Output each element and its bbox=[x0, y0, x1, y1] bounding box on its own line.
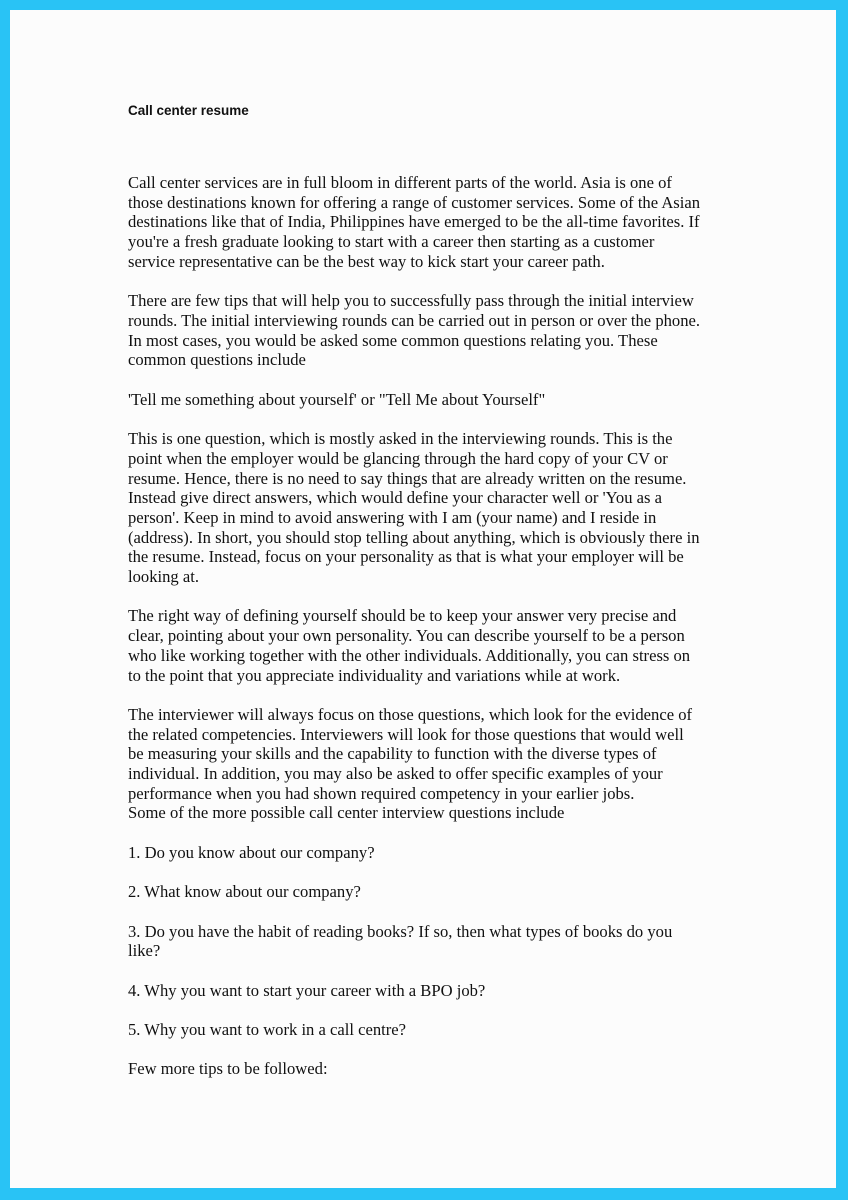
text-line: Few more tips to be followed: bbox=[128, 1059, 328, 1079]
text-line: 5. Why you want to work in a call centre? bbox=[128, 1020, 407, 1040]
text-line: There are few tips that will help you to successfully pass through the initial interview bbox=[128, 291, 694, 311]
paragraph bbox=[128, 390, 768, 410]
paragraph bbox=[128, 922, 768, 961]
text-line: resume. Hence, there is no need to say things that are already written on the resume. bbox=[128, 468, 687, 488]
paragraph bbox=[128, 1020, 768, 1040]
paragraph bbox=[128, 882, 768, 902]
paragraph bbox=[128, 606, 768, 685]
text-line: performance when you had shown required competency in your earlier jobs. bbox=[128, 783, 635, 803]
text-line: (address). In short, you should stop telling about anything, which is obviously there in bbox=[128, 527, 700, 547]
text-line: In most cases, you would be asked some common questions relating you. These bbox=[128, 330, 658, 350]
paragraph bbox=[128, 291, 768, 370]
text-line: common questions include bbox=[128, 350, 306, 370]
text-line: destinations like that of India, Philippines have emerged to be the all-time favorites. If bbox=[128, 212, 700, 232]
text-line: 4. Why you want to start your career with a BPO job? bbox=[128, 980, 486, 1000]
text-line: 'Tell me something about yourself' or "Tell Me about Yourself" bbox=[128, 389, 546, 409]
paragraph bbox=[128, 173, 768, 272]
text-line: point when the employer would be glancing through the hard copy of your CV or bbox=[128, 448, 668, 468]
paragraph bbox=[128, 429, 768, 587]
text-line: This is one question, which is mostly asked in the interviewing rounds. This is the bbox=[128, 429, 673, 449]
text-line: the resume. Instead, focus on your personality as that is what your employer will be bbox=[128, 547, 684, 567]
text-line: Some of the more possible call center interview questions include bbox=[128, 803, 565, 823]
text-line: service representative can be the best way to kick start your career path. bbox=[128, 251, 605, 271]
text-line: Instead give direct answers, which would define your character well or 'You as a bbox=[128, 488, 662, 508]
document-body bbox=[128, 173, 768, 1099]
paragraph bbox=[128, 705, 768, 823]
text-line: those destinations known for offering a range of customer services. Some of the Asian bbox=[128, 192, 701, 212]
text-line: clear, pointing about your own personality. You can describe yourself to be a person bbox=[128, 626, 685, 646]
paragraph bbox=[128, 981, 768, 1001]
paragraph bbox=[128, 1059, 768, 1079]
text-line: The interviewer will always focus on those questions, which look for the evidence of bbox=[128, 704, 693, 724]
text-line: you're a fresh graduate looking to start with a career then starting as a customer bbox=[128, 232, 655, 252]
text-line: Call center services are in full bloom in different parts of the world. Asia is one of bbox=[128, 173, 672, 192]
text-line: like? bbox=[128, 941, 161, 961]
text-line: the related competencies. Interviewers will look for those questions that would well bbox=[128, 724, 684, 744]
text-line: to the point that you appreciate individuality and variations while at work. bbox=[128, 665, 621, 685]
document-title: Call center resume bbox=[128, 103, 249, 118]
text-line: looking at. bbox=[128, 567, 199, 587]
text-line: The right way of defining yourself should be to keep your answer very precise and bbox=[128, 606, 677, 626]
text-line: person'. Keep in mind to avoid answering with I am (your name) and I reside in bbox=[128, 507, 657, 527]
text-line: 2. What know about our company? bbox=[128, 882, 361, 902]
paragraph bbox=[128, 843, 768, 863]
text-line: individual. In addition, you may also be asked to offer specific examples of your bbox=[128, 764, 663, 784]
text-line: who like working together with the other individuals. Additionally, you can stress on bbox=[128, 645, 691, 665]
text-line: be measuring your skills and the capability to function with the diverse types of bbox=[128, 744, 657, 764]
text-line: 1. Do you know about our company? bbox=[128, 842, 375, 862]
text-line: 3. Do you have the habit of reading books? If so, then what types of books do you bbox=[128, 921, 673, 941]
document-page bbox=[10, 10, 836, 1188]
text-line: rounds. The initial interviewing rounds can be carried out in person or over the phone. bbox=[128, 310, 701, 330]
